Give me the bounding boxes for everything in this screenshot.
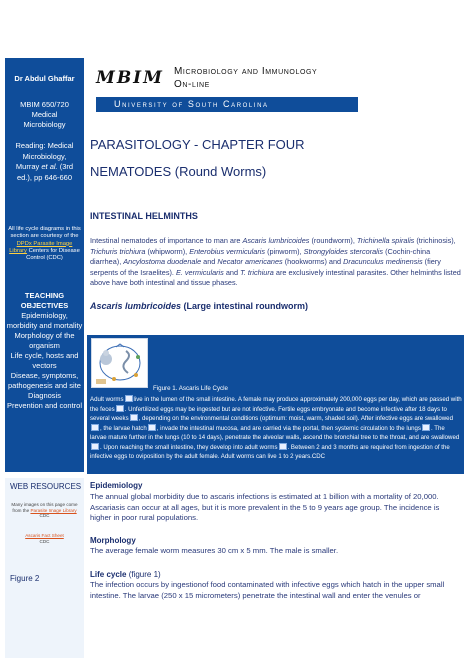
epidemiology-text: The annual global morbidity due to ascaris infections is estimated at 1 billion with a mortality of 20,000. Ascariasis can occur at all ages, but it is more prevalent in the 5 to 9 years age group. The incidence is higher in poor rural populations.	[90, 492, 440, 523]
objective-item: Diagnosis	[28, 391, 61, 400]
morphology-text: The average female worm measures 30 cm x 5 mm. The male is smaller.	[90, 546, 339, 555]
life-cycle-heading: Life cycle (figure 1)	[90, 570, 161, 579]
objective-item: Prevention and control	[6, 401, 83, 410]
life-cycle-diagram[interactable]	[91, 338, 148, 388]
web-resources-title: WEB RESOURCES	[10, 482, 82, 491]
intro-paragraph: Intestinal nematodes of importance to man are Ascaris lumbricoides (roundworm), Trichinella spiralis (trichinosis), Trichuris trichiura (whipworm), Enterobius vermicularis (pinworm), Strongyloides stercoralis (Cochin-china diarrhea), Ancylostoma duodenale and Necator americanes (hookworms) and Dracunculus medinensis (fiery serpents of the Israelites). E. vermicularis and T. trichiura are exclusively intestinal parasites. Other helminths listed above have both intestinal and tissue phases.	[90, 236, 461, 288]
epidemiology-heading: Epidemiology	[90, 481, 143, 490]
objective-item: Life cycle, hosts and vectors	[10, 351, 79, 370]
life-cycle-box	[87, 335, 464, 474]
reading-info	[5, 141, 84, 183]
stage-6-icon	[422, 424, 430, 431]
dpdx-library-link[interactable]: DPDx Parasite Image Library	[9, 240, 73, 254]
course-line: Medical	[31, 110, 58, 119]
reading-line: Reading: Medical	[15, 141, 74, 150]
section-heading: INTESTINAL HELMINTHS	[90, 211, 198, 221]
university-banner[interactable]: University of South Carolina	[96, 97, 358, 112]
chapter-title: PARASITOLOGY - CHAPTER FOUR	[90, 137, 305, 152]
logo-subtitle: Microbiology and Immunology On-line	[174, 66, 318, 90]
reading-line: ed.), pp 646-660	[16, 172, 73, 182]
figure-2-label: Figure 2	[10, 574, 40, 583]
course-info	[5, 100, 84, 130]
ascaris-heading: Ascaris lumbricoides (Large intestinal roundworm)	[90, 301, 309, 311]
stage-8-icon	[279, 443, 287, 450]
reading-line: Murray et al. (3rd	[15, 162, 74, 171]
stage-1-icon	[125, 395, 133, 402]
objectives-list	[5, 311, 84, 411]
sidebar	[5, 58, 84, 472]
figure-1-caption: Figure 1. Ascaris Life Cycle	[153, 385, 228, 392]
course-line: MBIM 650/720	[20, 100, 69, 109]
stage-2-icon	[116, 405, 124, 412]
course-line: Microbiology	[23, 120, 66, 129]
life-cycle-description: Adult worms live in the lumen of the small intestine. A female may produce approximately 200,000 eggs per day, which are passed with the feces . Unfertilized eggs may be ingested but are not infective. Fertile eggs embryonate and become infective after 18 days to several weeks , depending on the environmental conditions (optimum: moist, warm, shaded soil). After infective eggs are swallowed, the larvae hatch , invade the intestinal mucosa, and are carried via the portal, then systemic circulation to the lungs . The larvae mature further in the lungs (10 to 14 days), penetrate the alveolar walls, ascend the bronchial tree to the throat, and are swallowed. Upon reaching the small intestine, they develop into adult worms . Between 2 and 3 months are required from ingestion of the infective eggs to oviposition by the adult female. Adult worms can live 1 to 2 years.CDC	[90, 396, 462, 460]
web-resources-panel	[5, 478, 84, 658]
ascaris-fact-sheet-link[interactable]: Ascaris Fact Sheet	[25, 533, 64, 538]
life-cycle-text: The infection occurs by ingestionof food contaminated with infective eggs which hatch in the upper small intestine. The larvae (250 x 15 micrometers) penetrate the intestinal wall and enter the venules or	[90, 580, 445, 600]
author-name: Dr Abdul Ghaffar	[14, 74, 75, 83]
stage-3-icon	[130, 414, 138, 421]
stage-7-icon	[91, 443, 99, 450]
diagram-credit: All life cycle diagrams in this section are courtesy of the DPDx Parasite Image Library Centers for Disease Control (CDC)	[8, 226, 81, 262]
objective-item: Epidemiology, morbidity and mortality	[6, 311, 83, 330]
reading-line: Microbiology,	[22, 151, 67, 161]
mbim-logo[interactable]: MBIM	[96, 68, 164, 88]
stage-4-icon	[91, 424, 99, 431]
objective-item: Morphology of the organism	[14, 331, 75, 350]
morphology-heading: Morphology	[90, 536, 136, 545]
objective-item: Disease, symptoms, pathogenesis and site	[8, 371, 81, 390]
chapter-subtitle: NEMATODES (Round Worms)	[90, 164, 267, 179]
objectives-title: TEACHING OBJECTIVES	[20, 291, 69, 310]
stage-5-icon	[148, 424, 156, 431]
fact-sheet-note: Ascaris Fact Sheet CDC	[25, 533, 64, 544]
parasite-image-library-link[interactable]: Parasite Image Library	[30, 507, 77, 513]
web-resources-note: Many images on this page come from the Parasite Image Library CDC	[11, 502, 78, 519]
